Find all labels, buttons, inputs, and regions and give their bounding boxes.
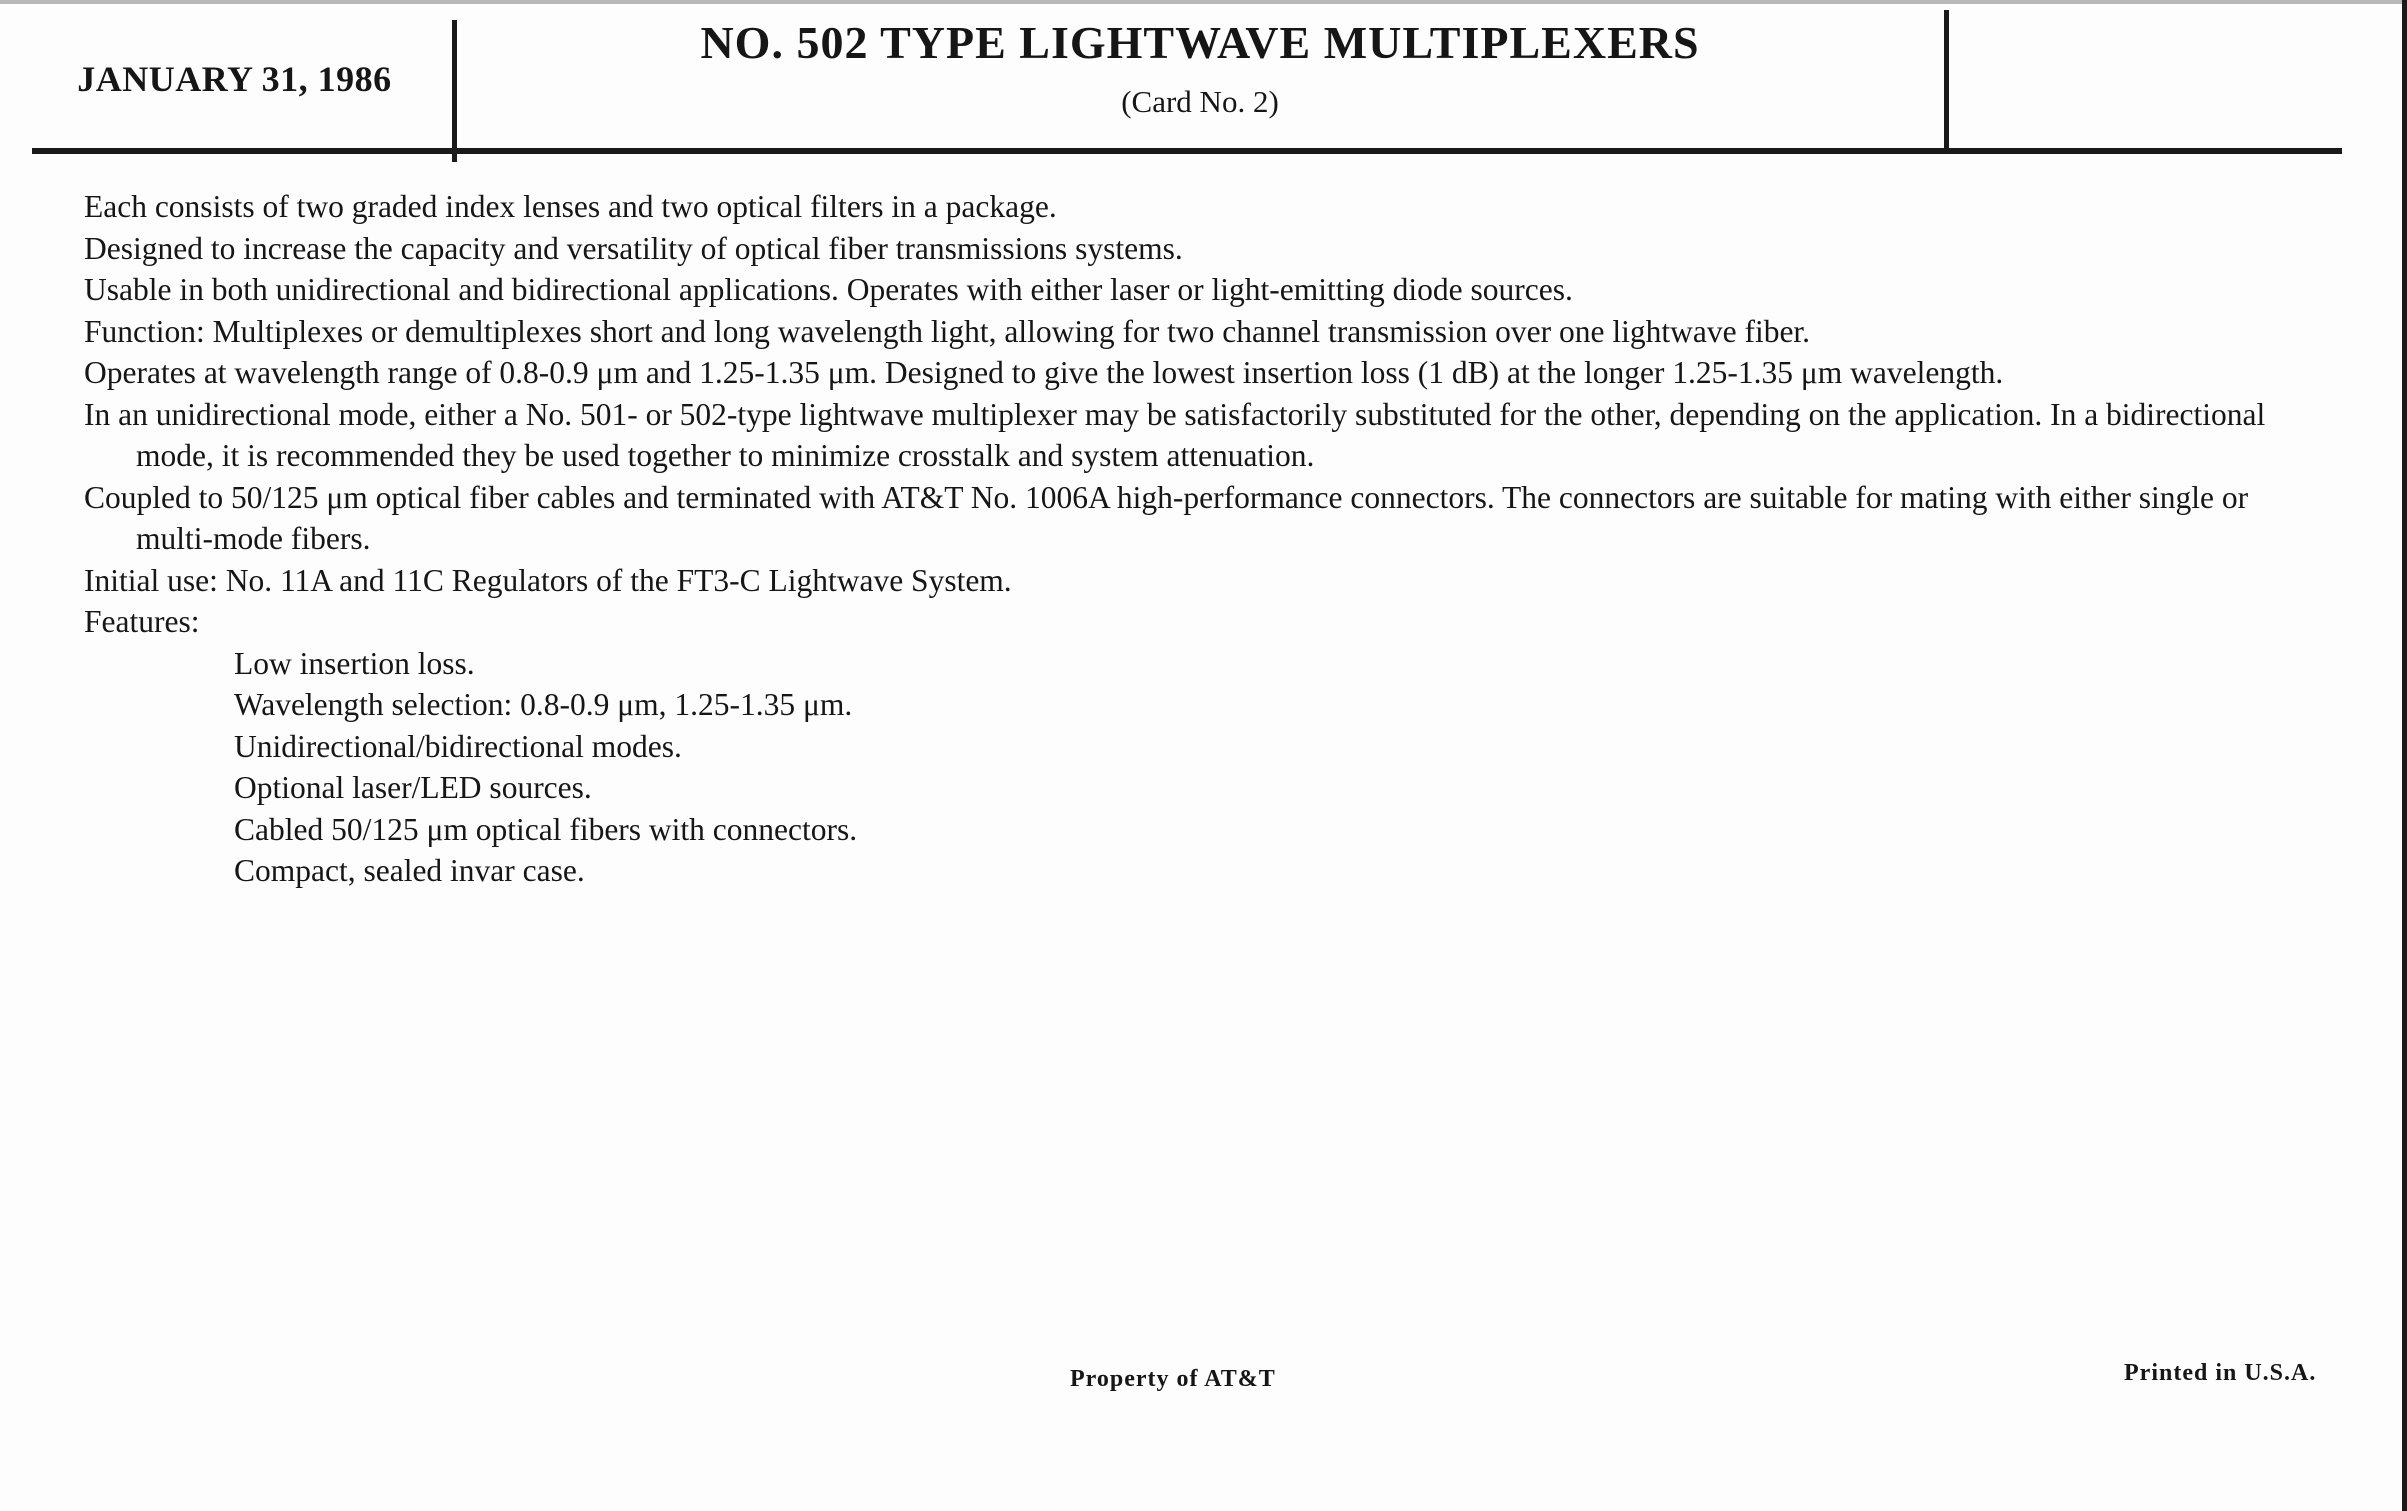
card-top-edge <box>0 0 2407 4</box>
feature-item: Optional laser/LED sources. <box>234 770 592 805</box>
card-body <box>84 186 2304 892</box>
card-title: NO. 502 TYPE LIGHTWAVE MULTIPLEXERS <box>700 17 1700 68</box>
feature-item: Compact, sealed invar case. <box>234 853 585 888</box>
feature-item: Unidirectional/bidirectional modes. <box>234 728 682 764</box>
footer-property: Property of AT&T <box>1070 1366 1276 1392</box>
paragraph: Operates at wavelength range of 0.8-0.9 μm and 1.25-1.35 μm. Designed to give the lowest insertion loss (1 dB) at the longer 1.25-1.35 μm wavelength. <box>84 355 2004 390</box>
features-label: Features: <box>84 604 200 639</box>
feature-item: Low insertion loss. <box>234 645 475 681</box>
card-subtitle: (Card No. 2) <box>1121 84 1279 119</box>
paragraph: Initial use: No. 11A and 11C Regulators of the FT3-C Lightwave System. <box>84 562 1012 598</box>
paragraph: In an unidirectional mode, either a No. 501- or 502-type lightwave multiplexer may be satisfactorily substituted for the other, depending on the application. In a bidirectional mode, it is recommended they be used together to minimize crosstalk and system attenuation. <box>84 396 2266 473</box>
paragraph: Coupled to 50/125 μm optical fiber cables and terminated with AT&T No. 1006A high-performance connectors. The connectors are suitable for mating with either single or multi-mode fibers. <box>84 479 2249 556</box>
paragraph: Function: Multiplexes or demultiplexes short and long wavelength light, allowing for two channel transmission over one lightwave fiber. <box>84 313 1811 349</box>
card-date: JANUARY 31, 1986 <box>77 59 392 99</box>
card-right-edge <box>2402 0 2407 1511</box>
feature-item: Wavelength selection: 0.8-0.9 μm, 1.25-1.35 μm. <box>234 687 853 722</box>
footer-printed: Printed in U.S.A. <box>2124 1360 2317 1386</box>
header-divider-left <box>452 20 457 162</box>
paragraph: Designed to increase the capacity and versatility of optical fiber transmissions systems. <box>84 230 1183 266</box>
header-rule <box>32 148 2342 154</box>
features-list <box>84 643 2304 892</box>
paragraph: Usable in both unidirectional and bidirectional applications. Operates with either laser or light-emitting diode sources. <box>84 272 1573 307</box>
header-divider-right <box>1944 10 1949 154</box>
feature-item: Cabled 50/125 μm optical fibers with connectors. <box>234 811 858 847</box>
paragraph: Each consists of two graded index lenses and two optical filters in a package. <box>84 189 1057 224</box>
